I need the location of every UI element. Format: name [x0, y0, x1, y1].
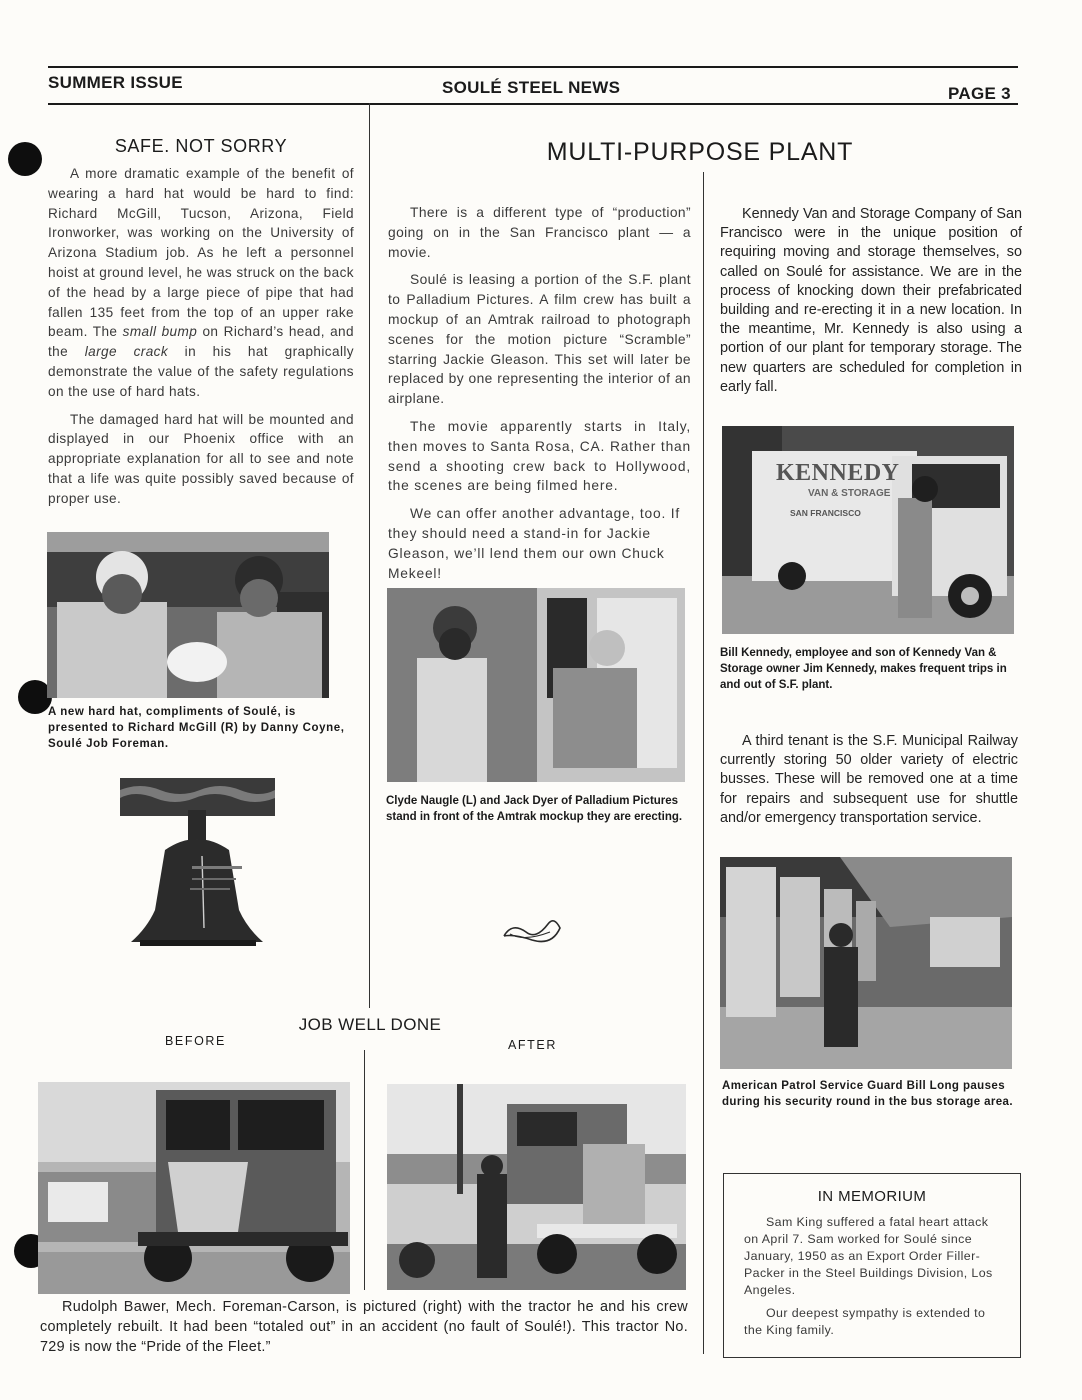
- van-lettering-line2: VAN & STORAGE: [808, 488, 891, 499]
- multi-purpose-col2-p1: Kennedy Van and Storage Company of San Francisco were in the unique position of requiring moving and storage themselves, so called on Soulé for assistance. We are in the process of knocking down their prefabricated building and re-erecting it in a new location. In the meantime, Mr. Kennedy is also using a portion of our plant for temporary storage. The new quarters are scheduled for completion in early fall.: [720, 206, 1022, 395]
- job-well-done-title: JOB WELL DONE: [298, 1015, 442, 1034]
- flourish-ornament: [500, 912, 566, 946]
- amtrak-mockup-photo: [387, 588, 685, 782]
- amtrak-photo-caption: Clyde Naugle (L) and Jack Dyer of Palladium Pictures stand in front of the Amtrak mockup they are erecting.: [386, 795, 683, 823]
- hard-hat-photo-caption: A new hard hat, compliments of Soulé, is presented to Richard McGill (R) by Danny Coyne, Soulé Job Foreman.: [48, 706, 345, 750]
- before-label: BEFORE: [165, 1034, 226, 1048]
- multi-purpose-col1-p1: There is a different type of “production” going on in the San Francisco plant — a movie.: [388, 205, 691, 260]
- page-number: PAGE 3: [948, 84, 1011, 103]
- multi-purpose-col1-p4: We can offer another advantage, too. If they should need a stand-in for Jackie Gleason, we’ll lend them our own Chuck Mekeel!: [388, 506, 680, 581]
- safe-article-title: SAFE. NOT SORRY: [114, 136, 288, 156]
- liberty-bell-illustration: [120, 770, 275, 960]
- multi-purpose-col1-p2: Soulé is leasing a portion of the S.F. plant to Palladium Pictures. A film crew has built a mockup of an Amtrak railroad to photograph scenes for the motion picture “Scramble” starring Jackie Gleason. This set will later be replaced by one representing the interior of an airplane.: [388, 272, 691, 407]
- issue-label: SUMMER ISSUE: [48, 73, 183, 92]
- kennedy-van-photo: [722, 426, 1014, 634]
- safe-article-p1: A more dramatic example of the benefit of wearing a hard hat would be hard to find: Richard McGill, Tucson, Arizona, Field Ironworker, was working on the University of Arizona Stadium job. As he left a personnel hoist at ground level, he was struck on the back of the head by a large piece of pipe that had fallen 135 feet from the top of an upper rake beam. The small bump on Richard’s head, and the large crack in his hat graphically demonstrate the value of the safety regulations on the use of hard hats.: [48, 166, 354, 399]
- tractor-before-photo: [38, 1082, 350, 1294]
- multi-purpose-col2-p2: A third tenant is the S.F. Municipal Railway currently storing 50 older variety of electric busses. These will be removed one at a time for repairs and subsequent use for shuttle and/or emergency transportation service.: [720, 733, 1018, 826]
- job-divider: [364, 1050, 365, 1290]
- hard-hat-presentation-photo: [47, 532, 329, 698]
- van-lettering-name: KENNEDY: [776, 460, 900, 486]
- safe-article-p2: The damaged hard hat will be mounted and displayed in our Phoenix office with an appropriate explanation for all to see and note that a life was quite possibly saved because of proper use.: [48, 411, 354, 506]
- van-lettering-line3: SAN FRANCISCO: [790, 508, 861, 518]
- memorium-title: IN MEMORIUM: [817, 1188, 927, 1205]
- multi-purpose-col2-body: [720, 205, 1022, 405]
- multi-purpose-col2-body-2: [720, 732, 1018, 836]
- multi-purpose-col1-p3: The movie apparently starts in Italy, then moves to Santa Rosa, CA. Rather than send a shooting crew back to Hollywood, the scenes are being filmed here.: [388, 418, 691, 494]
- column-divider-right: [703, 172, 704, 1354]
- safe-article-body: [48, 164, 354, 517]
- job-well-done-caption: Rudolph Bawer, Mech. Foreman-Carson, is pictured (right) with the tractor he and his crew completely rebuilt. It had been “totaled out” in an accident (no fault of Soulé!). This tractor No. 729 is now the “Pride of the Fleet.”: [40, 1299, 688, 1355]
- punch-hole-top: [8, 142, 42, 176]
- column-divider-left: [369, 103, 370, 1008]
- tractor-after-photo: [387, 1084, 686, 1290]
- header-rule-bottom: [48, 103, 1018, 105]
- multi-purpose-col1-body: [388, 203, 691, 591]
- memorium-box: [723, 1173, 1021, 1358]
- newsletter-title: SOULÉ STEEL NEWS: [442, 78, 621, 97]
- memorium-body: [744, 1214, 1006, 1347]
- kennedy-photo-caption: Bill Kennedy, employee and son of Kennedy Van & Storage owner Jim Kennedy, makes frequent trips in and out of S.F. plant.: [720, 647, 1007, 691]
- after-label: AFTER: [508, 1038, 557, 1052]
- multi-purpose-title: MULTI-PURPOSE PLANT: [546, 138, 854, 166]
- header-rule-top: [48, 66, 1018, 68]
- bus-photo-caption: American Patrol Service Guard Bill Long pauses during his security round in the bus storage area.: [722, 1080, 1013, 1108]
- memorium-p1: Sam King suffered a fatal heart attack on April 7. Sam worked for Soulé since January, 1950 as an Export Order Filler-Packer in the Steel Buildings Division, Los Angeles.: [744, 1215, 993, 1297]
- memorium-p2: Our deepest sympathy is extended to the King family.: [744, 1306, 986, 1337]
- bus-storage-photo: [720, 857, 1012, 1069]
